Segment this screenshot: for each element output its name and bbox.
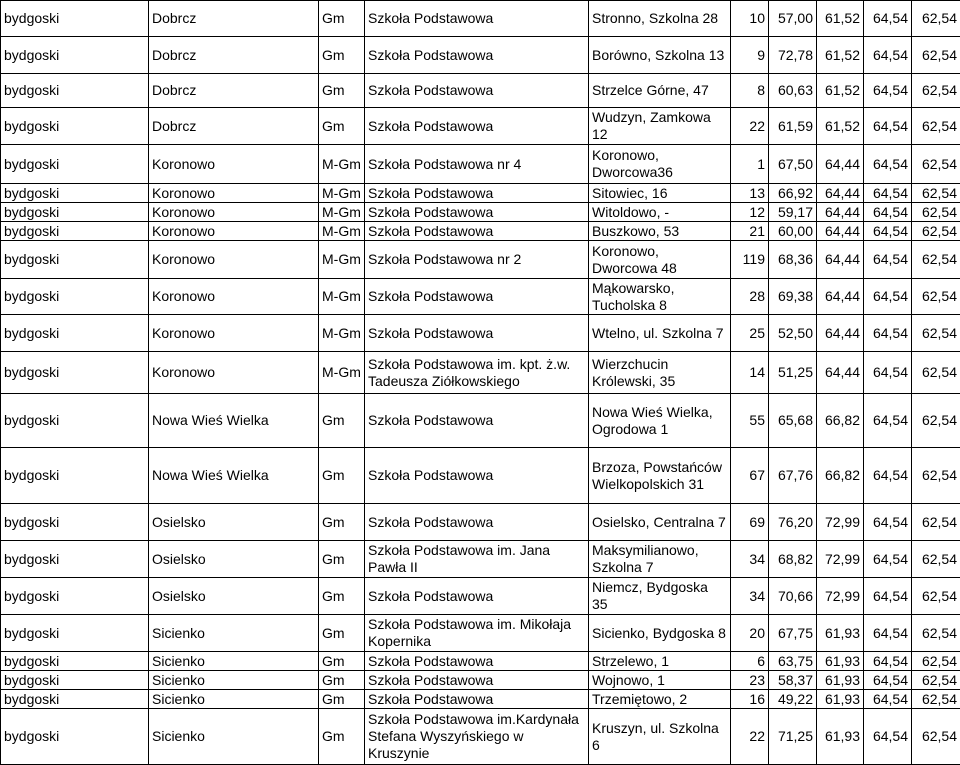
powiat-cell: bydgoski [1,315,149,352]
address-cell: Koronowo, Dworcowa36 [589,145,731,184]
students-cell: 1 [731,145,769,184]
table-row [1,74,960,108]
students-cell: 6 [731,652,769,671]
score-region-cell: 62,54 [912,541,960,578]
students-cell: 20 [731,615,769,652]
students-cell: 25 [731,315,769,352]
score-gmina-cell: 61,93 [817,690,864,709]
powiat-cell: bydgoski [1,203,149,222]
score-region-cell: 62,54 [912,222,960,241]
score-region-cell: 62,54 [912,652,960,671]
school-cell: Szkoła Podstawowa [365,1,589,37]
table-row [1,222,960,241]
gmina-cell: Koronowo [149,315,319,352]
type-cell: M-Gm [319,352,365,394]
powiat-cell: bydgoski [1,1,149,37]
school-cell: Szkoła Podstawowa nr 4 [365,145,589,184]
gmina-cell: Dobrcz [149,108,319,145]
students-cell: 28 [731,279,769,315]
gmina-cell: Koronowo [149,279,319,315]
table-row [1,448,960,504]
score-powiat-cell: 64,54 [864,709,912,765]
table-row [1,578,960,615]
students-cell: 13 [731,184,769,203]
students-cell: 14 [731,352,769,394]
score-region-cell: 62,54 [912,74,960,108]
type-cell: Gm [319,394,365,448]
score-school-cell: 58,37 [769,671,817,690]
students-cell: 12 [731,203,769,222]
score-school-cell: 69,38 [769,279,817,315]
score-powiat-cell: 64,54 [864,145,912,184]
address-cell: Buszkowo, 53 [589,222,731,241]
score-powiat-cell: 64,54 [864,652,912,671]
score-gmina-cell: 61,93 [817,709,864,765]
score-gmina-cell: 64,44 [817,145,864,184]
table-row [1,671,960,690]
powiat-cell: bydgoski [1,671,149,690]
score-gmina-cell: 64,44 [817,315,864,352]
table-row [1,394,960,448]
score-gmina-cell: 72,99 [817,578,864,615]
table-row [1,690,960,709]
score-school-cell: 68,82 [769,541,817,578]
school-cell: Szkoła Podstawowa [365,448,589,504]
score-gmina-cell: 61,93 [817,615,864,652]
score-region-cell: 62,54 [912,671,960,690]
type-cell: Gm [319,541,365,578]
score-powiat-cell: 64,54 [864,504,912,541]
type-cell: Gm [319,690,365,709]
score-powiat-cell: 64,54 [864,37,912,74]
gmina-cell: Nowa Wieś Wielka [149,448,319,504]
table-row [1,37,960,74]
score-gmina-cell: 64,44 [817,184,864,203]
gmina-cell: Sicienko [149,671,319,690]
score-region-cell: 62,54 [912,279,960,315]
powiat-cell: bydgoski [1,394,149,448]
score-powiat-cell: 64,54 [864,74,912,108]
powiat-cell: bydgoski [1,241,149,279]
score-gmina-cell: 61,93 [817,671,864,690]
type-cell: Gm [319,1,365,37]
address-cell: Sitowiec, 16 [589,184,731,203]
score-gmina-cell: 64,44 [817,352,864,394]
type-cell: M-Gm [319,145,365,184]
table-row [1,184,960,203]
school-cell: Szkoła Podstawowa [365,394,589,448]
score-powiat-cell: 64,54 [864,203,912,222]
type-cell: M-Gm [319,241,365,279]
school-cell: Szkoła Podstawowa [365,652,589,671]
students-cell: 21 [731,222,769,241]
school-cell: Szkoła Podstawowa im. Jana Pawła II [365,541,589,578]
powiat-cell: bydgoski [1,578,149,615]
address-cell: Brzoza, Powstańców Wielkopolskich 31 [589,448,731,504]
address-cell: Wierzchucin Królewski, 35 [589,352,731,394]
score-powiat-cell: 64,54 [864,241,912,279]
school-cell: Szkoła Podstawowa [365,504,589,541]
score-region-cell: 62,54 [912,709,960,765]
type-cell: M-Gm [319,315,365,352]
students-cell: 119 [731,241,769,279]
address-cell: Strzelce Górne, 47 [589,74,731,108]
powiat-cell: bydgoski [1,145,149,184]
score-region-cell: 62,54 [912,241,960,279]
gmina-cell: Osielsko [149,578,319,615]
address-cell: Maksymilianowo, Szkolna 7 [589,541,731,578]
table-row [1,241,960,279]
score-gmina-cell: 61,52 [817,1,864,37]
score-gmina-cell: 61,52 [817,108,864,145]
type-cell: Gm [319,578,365,615]
students-cell: 67 [731,448,769,504]
gmina-cell: Koronowo [149,222,319,241]
powiat-cell: bydgoski [1,709,149,765]
gmina-cell: Sicienko [149,690,319,709]
score-gmina-cell: 64,44 [817,241,864,279]
address-cell: Sicienko, Bydgoska 8 [589,615,731,652]
score-school-cell: 51,25 [769,352,817,394]
gmina-cell: Koronowo [149,203,319,222]
address-cell: Stronno, Szkolna 28 [589,1,731,37]
type-cell: Gm [319,108,365,145]
school-cell: Szkoła Podstawowa [365,315,589,352]
powiat-cell: bydgoski [1,74,149,108]
table-row [1,352,960,394]
gmina-cell: Sicienko [149,652,319,671]
score-powiat-cell: 64,54 [864,184,912,203]
address-cell: Borówno, Szkolna 13 [589,37,731,74]
type-cell: Gm [319,504,365,541]
school-cell: Szkoła Podstawowa [365,222,589,241]
score-school-cell: 52,50 [769,315,817,352]
score-region-cell: 62,54 [912,394,960,448]
gmina-cell: Sicienko [149,615,319,652]
powiat-cell: bydgoski [1,222,149,241]
gmina-cell: Koronowo [149,352,319,394]
powiat-cell: bydgoski [1,615,149,652]
score-region-cell: 62,54 [912,145,960,184]
score-powiat-cell: 64,54 [864,671,912,690]
gmina-cell: Dobrcz [149,74,319,108]
score-gmina-cell: 61,52 [817,37,864,74]
table-row [1,652,960,671]
school-cell: Szkoła Podstawowa [365,108,589,145]
table-row [1,315,960,352]
type-cell: Gm [319,37,365,74]
table-row [1,108,960,145]
address-cell: Kruszyn, ul. Szkolna 6 [589,709,731,765]
type-cell: M-Gm [319,222,365,241]
score-school-cell: 68,36 [769,241,817,279]
students-cell: 9 [731,37,769,74]
students-cell: 34 [731,541,769,578]
type-cell: M-Gm [319,279,365,315]
powiat-cell: bydgoski [1,504,149,541]
score-school-cell: 66,92 [769,184,817,203]
powiat-cell: bydgoski [1,448,149,504]
score-school-cell: 70,66 [769,578,817,615]
score-region-cell: 62,54 [912,315,960,352]
table-row [1,279,960,315]
school-cell: Szkoła Podstawowa im. Mikołaja Kopernika [365,615,589,652]
score-region-cell: 62,54 [912,108,960,145]
school-cell: Szkoła Podstawowa [365,690,589,709]
students-cell: 69 [731,504,769,541]
school-cell: Szkoła Podstawowa [365,37,589,74]
gmina-cell: Nowa Wieś Wielka [149,394,319,448]
gmina-cell: Koronowo [149,145,319,184]
table-row [1,145,960,184]
type-cell: M-Gm [319,203,365,222]
score-region-cell: 62,54 [912,504,960,541]
score-school-cell: 57,00 [769,1,817,37]
score-region-cell: 62,54 [912,352,960,394]
gmina-cell: Koronowo [149,241,319,279]
score-powiat-cell: 64,54 [864,108,912,145]
powiat-cell: bydgoski [1,37,149,74]
score-powiat-cell: 64,54 [864,615,912,652]
powiat-cell: bydgoski [1,352,149,394]
score-school-cell: 67,76 [769,448,817,504]
students-cell: 22 [731,108,769,145]
gmina-cell: Osielsko [149,504,319,541]
address-cell: Niemcz, Bydgoska 35 [589,578,731,615]
powiat-cell: bydgoski [1,108,149,145]
score-powiat-cell: 64,54 [864,222,912,241]
score-powiat-cell: 64,54 [864,541,912,578]
score-gmina-cell: 64,44 [817,203,864,222]
type-cell: Gm [319,448,365,504]
school-cell: Szkoła Podstawowa im. kpt. ż.w. Tadeusza Ziółkowskiego [365,352,589,394]
score-gmina-cell: 66,82 [817,394,864,448]
score-powiat-cell: 64,54 [864,352,912,394]
type-cell: Gm [319,671,365,690]
type-cell: Gm [319,652,365,671]
table-body [1,1,960,765]
table-row [1,709,960,765]
powiat-cell: bydgoski [1,541,149,578]
school-cell: Szkoła Podstawowa [365,74,589,108]
gmina-cell: Osielsko [149,541,319,578]
type-cell: Gm [319,74,365,108]
score-region-cell: 62,54 [912,578,960,615]
powiat-cell: bydgoski [1,184,149,203]
school-cell: Szkoła Podstawowa im.Kardynała Stefana Wyszyńskiego w Kruszynie [365,709,589,765]
school-cell: Szkoła Podstawowa [365,184,589,203]
powiat-cell: bydgoski [1,690,149,709]
type-cell: M-Gm [319,184,365,203]
score-gmina-cell: 72,99 [817,541,864,578]
score-powiat-cell: 64,54 [864,315,912,352]
table-row [1,541,960,578]
students-cell: 55 [731,394,769,448]
students-cell: 10 [731,1,769,37]
table-row [1,203,960,222]
address-cell: Wudzyn, Zamkowa 12 [589,108,731,145]
gmina-cell: Dobrcz [149,1,319,37]
score-school-cell: 71,25 [769,709,817,765]
score-school-cell: 72,78 [769,37,817,74]
score-powiat-cell: 64,54 [864,279,912,315]
score-powiat-cell: 64,54 [864,578,912,615]
score-region-cell: 62,54 [912,184,960,203]
powiat-cell: bydgoski [1,279,149,315]
score-region-cell: 62,54 [912,1,960,37]
students-cell: 23 [731,671,769,690]
students-cell: 22 [731,709,769,765]
address-cell: Wojnowo, 1 [589,671,731,690]
table-row [1,504,960,541]
gmina-cell: Koronowo [149,184,319,203]
score-school-cell: 67,75 [769,615,817,652]
score-school-cell: 61,59 [769,108,817,145]
school-cell: Szkoła Podstawowa [365,279,589,315]
score-school-cell: 59,17 [769,203,817,222]
score-powiat-cell: 64,54 [864,690,912,709]
address-cell: Wtelno, ul. Szkolna 7 [589,315,731,352]
score-gmina-cell: 64,44 [817,279,864,315]
address-cell: Witoldowo, - [589,203,731,222]
score-powiat-cell: 64,54 [864,394,912,448]
address-cell: Nowa Wieś Wielka, Ogrodowa 1 [589,394,731,448]
powiat-cell: bydgoski [1,652,149,671]
type-cell: Gm [319,709,365,765]
students-cell: 8 [731,74,769,108]
score-gmina-cell: 66,82 [817,448,864,504]
students-cell: 34 [731,578,769,615]
score-region-cell: 62,54 [912,690,960,709]
score-school-cell: 49,22 [769,690,817,709]
score-gmina-cell: 72,99 [817,504,864,541]
school-cell: Szkoła Podstawowa [365,578,589,615]
table-row [1,1,960,37]
gmina-cell: Sicienko [149,709,319,765]
score-gmina-cell: 61,93 [817,652,864,671]
address-cell: Mąkowarsko, Tucholska 8 [589,279,731,315]
school-cell: Szkoła Podstawowa [365,671,589,690]
score-region-cell: 62,54 [912,37,960,74]
score-powiat-cell: 64,54 [864,1,912,37]
table-row [1,615,960,652]
score-school-cell: 65,68 [769,394,817,448]
school-cell: Szkoła Podstawowa [365,203,589,222]
gmina-cell: Dobrcz [149,37,319,74]
type-cell: Gm [319,615,365,652]
score-powiat-cell: 64,54 [864,448,912,504]
score-school-cell: 60,63 [769,74,817,108]
address-cell: Osielsko, Centralna 7 [589,504,731,541]
address-cell: Koronowo, Dworcowa 48 [589,241,731,279]
score-region-cell: 62,54 [912,615,960,652]
score-region-cell: 62,54 [912,448,960,504]
score-region-cell: 62,54 [912,203,960,222]
score-school-cell: 60,00 [769,222,817,241]
score-gmina-cell: 61,52 [817,74,864,108]
score-school-cell: 76,20 [769,504,817,541]
score-school-cell: 63,75 [769,652,817,671]
score-school-cell: 67,50 [769,145,817,184]
address-cell: Trzemiętowo, 2 [589,690,731,709]
address-cell: Strzelewo, 1 [589,652,731,671]
score-gmina-cell: 64,44 [817,222,864,241]
school-cell: Szkoła Podstawowa nr 2 [365,241,589,279]
students-cell: 16 [731,690,769,709]
